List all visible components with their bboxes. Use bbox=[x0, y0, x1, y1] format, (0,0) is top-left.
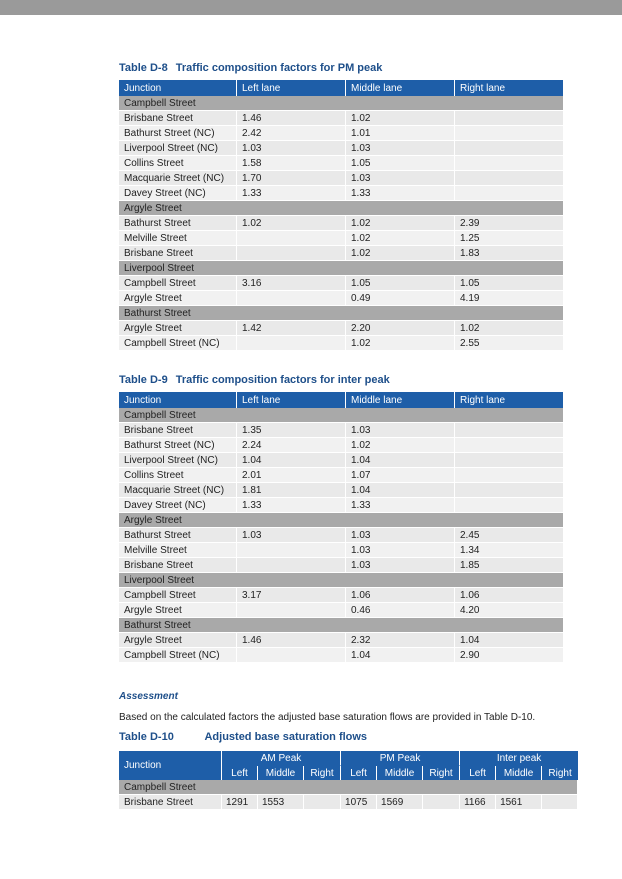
junction-cell: Bathurst Street (NC) bbox=[119, 126, 237, 141]
value-cell bbox=[455, 468, 563, 483]
value-cell: 1.03 bbox=[346, 171, 455, 186]
group-label: Argyle Street bbox=[119, 513, 563, 528]
value-cell: 1.05 bbox=[455, 276, 563, 291]
value-cell: 1.02 bbox=[346, 231, 455, 246]
value-cell bbox=[455, 483, 563, 498]
junction-cell: Brisbane Street bbox=[119, 795, 222, 810]
group-row bbox=[119, 306, 563, 321]
value-cell: 1.02 bbox=[346, 216, 455, 231]
group-label: Bathurst Street bbox=[119, 306, 563, 321]
value-cell bbox=[237, 246, 346, 261]
junction-cell: Liverpool Street (NC) bbox=[119, 141, 237, 156]
value-cell: 1.04 bbox=[346, 648, 455, 663]
group-label: Liverpool Street bbox=[119, 573, 563, 588]
junction-cell: Collins Street bbox=[119, 156, 237, 171]
value-cell: 1.34 bbox=[455, 543, 563, 558]
value-cell: 1.03 bbox=[346, 543, 455, 558]
table-row bbox=[119, 558, 563, 573]
junction-cell: Campbell Street (NC) bbox=[119, 336, 237, 351]
table-row bbox=[119, 648, 563, 663]
table-row bbox=[119, 453, 563, 468]
value-cell: 1.03 bbox=[346, 528, 455, 543]
junction-cell: Liverpool Street (NC) bbox=[119, 453, 237, 468]
value-cell: 1.01 bbox=[346, 126, 455, 141]
value-cell bbox=[455, 171, 563, 186]
value-cell: 2.42 bbox=[237, 126, 346, 141]
junction-cell: Argyle Street bbox=[119, 603, 237, 618]
table-d10-body bbox=[119, 780, 578, 810]
value-cell: 1.02 bbox=[346, 438, 455, 453]
value-cell: 1075 bbox=[341, 795, 377, 810]
value-cell: 3.16 bbox=[237, 276, 346, 291]
value-cell: 1.33 bbox=[346, 498, 455, 513]
table-row bbox=[119, 126, 563, 141]
table-row bbox=[119, 795, 578, 810]
value-cell: 2.45 bbox=[455, 528, 563, 543]
value-cell bbox=[455, 126, 563, 141]
value-cell: 1553 bbox=[258, 795, 304, 810]
table-d9-title: Traffic composition factors for inter peak bbox=[175, 374, 390, 386]
table-row bbox=[119, 633, 563, 648]
table-d8-number: Table D-8 bbox=[119, 62, 168, 74]
column-header: Middle lane bbox=[346, 392, 455, 408]
top-bar bbox=[0, 0, 622, 15]
peak-group-header: AM Peak bbox=[222, 751, 341, 766]
value-cell: 1.05 bbox=[346, 276, 455, 291]
value-cell: 1.81 bbox=[237, 483, 346, 498]
value-cell: 1.05 bbox=[346, 156, 455, 171]
table-d8-body bbox=[119, 96, 563, 351]
lane-sub-header: Right bbox=[423, 766, 460, 780]
value-cell bbox=[237, 603, 346, 618]
value-cell bbox=[455, 186, 563, 201]
value-cell bbox=[423, 795, 460, 810]
value-cell: 1.83 bbox=[455, 246, 563, 261]
value-cell: 3.17 bbox=[237, 588, 346, 603]
peak-group-header: Inter peak bbox=[460, 751, 578, 766]
group-row bbox=[119, 573, 563, 588]
group-row bbox=[119, 96, 563, 111]
value-cell: 1.03 bbox=[237, 141, 346, 156]
junction-cell: Davey Street (NC) bbox=[119, 498, 237, 513]
lane-sub-header: Right bbox=[542, 766, 578, 780]
table-row bbox=[119, 111, 563, 126]
table-d9-header-row bbox=[119, 392, 563, 408]
value-cell bbox=[455, 498, 563, 513]
group-row bbox=[119, 618, 563, 633]
table-row bbox=[119, 543, 563, 558]
value-cell: 1.03 bbox=[346, 141, 455, 156]
value-cell: 1.02 bbox=[346, 111, 455, 126]
junction-cell: Brisbane Street bbox=[119, 111, 237, 126]
junction-cell: Argyle Street bbox=[119, 633, 237, 648]
table-d8-header-row bbox=[119, 80, 563, 96]
junction-cell: Macquarie Street (NC) bbox=[119, 483, 237, 498]
junction-cell: Argyle Street bbox=[119, 321, 237, 336]
value-cell: 1.42 bbox=[237, 321, 346, 336]
group-label: Campbell Street bbox=[119, 408, 563, 423]
table-d10-title: Adjusted base saturation flows bbox=[204, 731, 368, 743]
table-d9-caption bbox=[119, 374, 390, 386]
group-label: Campbell Street bbox=[119, 780, 578, 795]
value-cell: 4.20 bbox=[455, 603, 563, 618]
lane-sub-header: Left bbox=[222, 766, 258, 780]
junction-cell: Argyle Street bbox=[119, 291, 237, 306]
value-cell bbox=[237, 648, 346, 663]
value-cell: 1.46 bbox=[237, 111, 346, 126]
table-row bbox=[119, 528, 563, 543]
lane-sub-header: Left bbox=[341, 766, 377, 780]
table-row bbox=[119, 588, 563, 603]
value-cell: 1.02 bbox=[455, 321, 563, 336]
table-d10-caption bbox=[119, 731, 367, 743]
column-header: Middle lane bbox=[346, 80, 455, 96]
value-cell: 1.04 bbox=[346, 483, 455, 498]
column-header: Left lane bbox=[237, 392, 346, 408]
value-cell bbox=[237, 231, 346, 246]
value-cell bbox=[237, 336, 346, 351]
table-row bbox=[119, 321, 563, 336]
value-cell: 2.01 bbox=[237, 468, 346, 483]
value-cell: 1.35 bbox=[237, 423, 346, 438]
value-cell: 1.33 bbox=[237, 498, 346, 513]
lane-sub-header: Left bbox=[460, 766, 496, 780]
value-cell: 1166 bbox=[460, 795, 496, 810]
value-cell bbox=[455, 141, 563, 156]
group-row bbox=[119, 408, 563, 423]
value-cell: 1.02 bbox=[346, 246, 455, 261]
lane-sub-header: Middle bbox=[258, 766, 304, 780]
junction-cell: Bathurst Street (NC) bbox=[119, 438, 237, 453]
table-d9-number: Table D-9 bbox=[119, 374, 168, 386]
lane-sub-header: Middle bbox=[377, 766, 423, 780]
lane-sub-header: Middle bbox=[496, 766, 542, 780]
group-label: Liverpool Street bbox=[119, 261, 563, 276]
value-cell bbox=[542, 795, 578, 810]
table-row bbox=[119, 468, 563, 483]
value-cell: 1.33 bbox=[237, 186, 346, 201]
value-cell: 1.33 bbox=[346, 186, 455, 201]
value-cell bbox=[455, 111, 563, 126]
table-row bbox=[119, 276, 563, 291]
value-cell bbox=[237, 543, 346, 558]
column-header: Right lane bbox=[455, 392, 563, 408]
junction-cell: Brisbane Street bbox=[119, 558, 237, 573]
junction-header: Junction bbox=[119, 751, 222, 780]
table-d9 bbox=[119, 392, 563, 663]
value-cell bbox=[455, 423, 563, 438]
junction-cell: Bathurst Street bbox=[119, 528, 237, 543]
table-d8-caption bbox=[119, 62, 382, 74]
junction-cell: Collins Street bbox=[119, 468, 237, 483]
value-cell: 1.03 bbox=[346, 423, 455, 438]
value-cell: 1.58 bbox=[237, 156, 346, 171]
table-row bbox=[119, 216, 563, 231]
value-cell: 1.07 bbox=[346, 468, 455, 483]
column-header: Junction bbox=[119, 392, 237, 408]
value-cell: 1.06 bbox=[346, 588, 455, 603]
group-label: Argyle Street bbox=[119, 201, 563, 216]
value-cell: 1.70 bbox=[237, 171, 346, 186]
value-cell: 1561 bbox=[496, 795, 542, 810]
table-d8 bbox=[119, 80, 563, 351]
table-row bbox=[119, 423, 563, 438]
table-d10-number: Table D-10 bbox=[119, 731, 174, 743]
value-cell bbox=[455, 156, 563, 171]
value-cell: 1.06 bbox=[455, 588, 563, 603]
table-row bbox=[119, 498, 563, 513]
junction-cell: Melville Street bbox=[119, 543, 237, 558]
value-cell: 1.03 bbox=[346, 558, 455, 573]
value-cell bbox=[304, 795, 341, 810]
table-d10 bbox=[119, 751, 578, 810]
junction-cell: Brisbane Street bbox=[119, 246, 237, 261]
value-cell: 2.32 bbox=[346, 633, 455, 648]
value-cell: 2.39 bbox=[455, 216, 563, 231]
junction-cell: Bathurst Street bbox=[119, 216, 237, 231]
assessment-text: Based on the calculated factors the adjusted base saturation flows are provided in Table D-10. bbox=[119, 712, 536, 723]
value-cell: 1.04 bbox=[455, 633, 563, 648]
junction-cell: Macquarie Street (NC) bbox=[119, 171, 237, 186]
value-cell: 1.04 bbox=[237, 453, 346, 468]
table-row bbox=[119, 483, 563, 498]
value-cell: 1291 bbox=[222, 795, 258, 810]
table-row bbox=[119, 141, 563, 156]
value-cell bbox=[455, 438, 563, 453]
group-row bbox=[119, 513, 563, 528]
table-d9-body bbox=[119, 408, 563, 663]
value-cell: 1569 bbox=[377, 795, 423, 810]
value-cell: 4.19 bbox=[455, 291, 563, 306]
table-row bbox=[119, 171, 563, 186]
lane-sub-header: Right bbox=[304, 766, 341, 780]
table-row bbox=[119, 438, 563, 453]
value-cell bbox=[455, 453, 563, 468]
table-row bbox=[119, 246, 563, 261]
value-cell: 1.85 bbox=[455, 558, 563, 573]
group-row bbox=[119, 261, 563, 276]
value-cell: 2.24 bbox=[237, 438, 346, 453]
table-row bbox=[119, 231, 563, 246]
group-row bbox=[119, 780, 578, 795]
assessment-heading: Assessment bbox=[119, 691, 178, 702]
peak-group-header: PM Peak bbox=[341, 751, 460, 766]
value-cell: 0.46 bbox=[346, 603, 455, 618]
column-header: Junction bbox=[119, 80, 237, 96]
junction-cell: Campbell Street bbox=[119, 276, 237, 291]
column-header: Left lane bbox=[237, 80, 346, 96]
junction-cell: Campbell Street (NC) bbox=[119, 648, 237, 663]
value-cell bbox=[237, 291, 346, 306]
value-cell: 2.20 bbox=[346, 321, 455, 336]
value-cell: 1.46 bbox=[237, 633, 346, 648]
value-cell: 1.03 bbox=[237, 528, 346, 543]
group-label: Bathurst Street bbox=[119, 618, 563, 633]
junction-cell: Davey Street (NC) bbox=[119, 186, 237, 201]
table-row bbox=[119, 336, 563, 351]
value-cell: 1.02 bbox=[237, 216, 346, 231]
table-d10-group-header-row bbox=[119, 751, 578, 766]
column-header: Right lane bbox=[455, 80, 563, 96]
value-cell: 0.49 bbox=[346, 291, 455, 306]
value-cell: 1.04 bbox=[346, 453, 455, 468]
junction-cell: Melville Street bbox=[119, 231, 237, 246]
value-cell: 1.25 bbox=[455, 231, 563, 246]
table-row bbox=[119, 291, 563, 306]
value-cell: 1.02 bbox=[346, 336, 455, 351]
table-row bbox=[119, 603, 563, 618]
value-cell: 2.55 bbox=[455, 336, 563, 351]
junction-cell: Brisbane Street bbox=[119, 423, 237, 438]
value-cell: 2.90 bbox=[455, 648, 563, 663]
value-cell bbox=[237, 558, 346, 573]
table-row bbox=[119, 186, 563, 201]
table-d8-title: Traffic composition factors for PM peak bbox=[175, 62, 383, 74]
group-row bbox=[119, 201, 563, 216]
table-row bbox=[119, 156, 563, 171]
junction-cell: Campbell Street bbox=[119, 588, 237, 603]
group-label: Campbell Street bbox=[119, 96, 563, 111]
